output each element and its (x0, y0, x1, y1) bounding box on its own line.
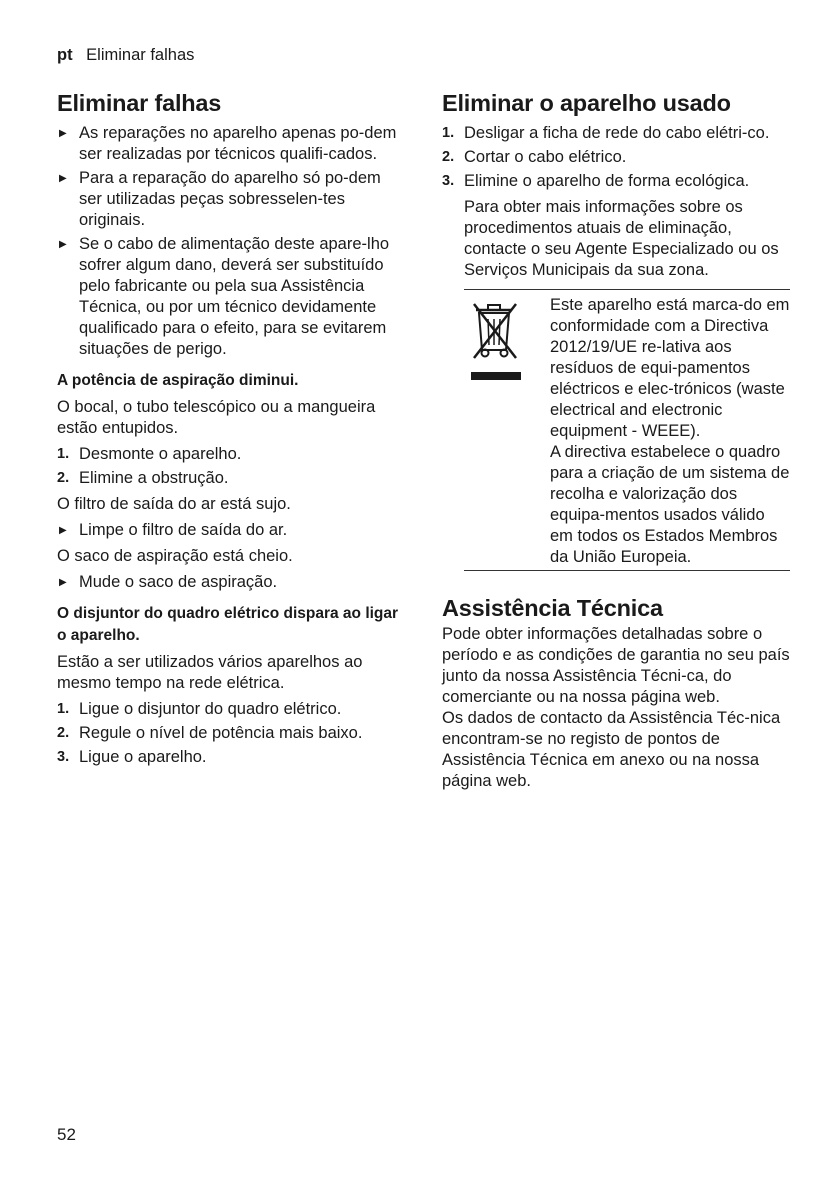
issue-suction-heading: A potência de aspiração diminui. (57, 372, 299, 389)
disposal-steps (442, 123, 790, 192)
bullet-marker-icon: ▶ (59, 239, 67, 250)
weee-crossed-bin-icon (464, 295, 550, 568)
left-column (57, 90, 403, 773)
list-item: ▶ Se o cabo de alimentação deste apare-lho sofrer algum dano, deverá ser substituído pelo fabricante ou pela sua Assistência Técnica, ou por um técnico devidamente qualificado para o efeito, para se evitarem situações de perigo. (59, 235, 390, 358)
service-text: Os dados de contacto da Assistência Téc-nica encontram-se no registo de pontos de Assistência Técnica em anexo ou na nossa página web. (442, 709, 781, 790)
list-item: ▶ Para a reparação do aparelho só po-dem ser utilizadas peças sobresselen-tes originais. (59, 169, 381, 229)
weee-text: A directiva estabelece o quadro para a criação de um sistema de recolha e valorização dos equipa-mentos usados válido em todos os Estados Membros da União Europeia. (550, 443, 790, 566)
right-column (442, 90, 790, 797)
list-item: 3. Ligue o aparelho. (57, 748, 207, 766)
list-item: ▶ As reparações no aparelho apenas po-dem ser realizadas por técnicos qualifi-cados. (59, 124, 397, 163)
list-item: 2. Regule o nível de potência mais baixo. (57, 724, 363, 742)
bullet-marker-icon: ▶ (59, 128, 67, 139)
issue-cause-text: O filtro de saída do ar está sujo. (57, 495, 291, 513)
bullet-marker-icon: ▶ (59, 173, 67, 184)
list-item: 1. Desmonte o aparelho. (57, 445, 242, 463)
disposal-title: Eliminar o aparelho usado (442, 90, 731, 116)
disposal-note: Para obter mais informações sobre os procedimentos atuais de eliminação, contacte o seu Agente Especializado ou os Serviços Municipais da sua zona. (464, 198, 779, 279)
page-number: 52 (57, 1125, 76, 1144)
bullet-marker-icon: ▶ (59, 577, 67, 588)
list-item: 1. Ligue o disjuntor do quadro elétrico. (57, 700, 342, 718)
list-item: 2. Elimine a obstrução. (57, 469, 229, 487)
weee-text: Este aparelho está marca-do em conformidade com a Directiva 2012/19/UE re-lativa aos resíduos de equi-pamentos eléctricos e elec-trónicos (waste electrical and electronic equipment - WEEE). (550, 296, 790, 440)
issue-action (57, 572, 403, 593)
service-title: Assistência Técnica (442, 595, 663, 621)
issue-cause-text: O bocal, o tubo telescópico ou a mangueira estão entupidos. (57, 398, 376, 437)
issue-action (57, 520, 403, 541)
header-section: Eliminar falhas (86, 46, 195, 64)
list-item: ▶ Limpe o filtro de saída do ar. (59, 521, 288, 539)
weee-notice (464, 289, 790, 571)
issue-steps (57, 444, 403, 489)
issue-cause-text: O saco de aspiração está cheio. (57, 547, 293, 565)
page-header (57, 46, 194, 65)
list-item: ▶ Mude o saco de aspiração. (59, 573, 278, 591)
issue-breaker-heading: O disjuntor do quadro elétrico dispara ao ligar o aparelho. (57, 605, 399, 644)
issue-steps (57, 699, 403, 768)
troubleshooting-title: Eliminar falhas (57, 90, 222, 116)
safety-bullets (57, 123, 403, 360)
service-text: Pode obter informações detalhadas sobre o período e as condições de garantia no seu país junto da nossa Assistência Técni-ca, do comerciante ou na nossa página web. (442, 625, 790, 706)
issue-cause-text: Estão a ser utilizados vários aparelhos ao mesmo tempo na rede elétrica. (57, 653, 363, 692)
bullet-marker-icon: ▶ (59, 525, 67, 536)
language-code: pt (57, 46, 73, 64)
list-item: 3. Elimine o aparelho de forma ecológica. (442, 172, 750, 190)
list-item: 2. Cortar o cabo elétrico. (442, 148, 627, 166)
list-item: 1. Desligar a ficha de rede do cabo elétri-co. (442, 124, 770, 142)
